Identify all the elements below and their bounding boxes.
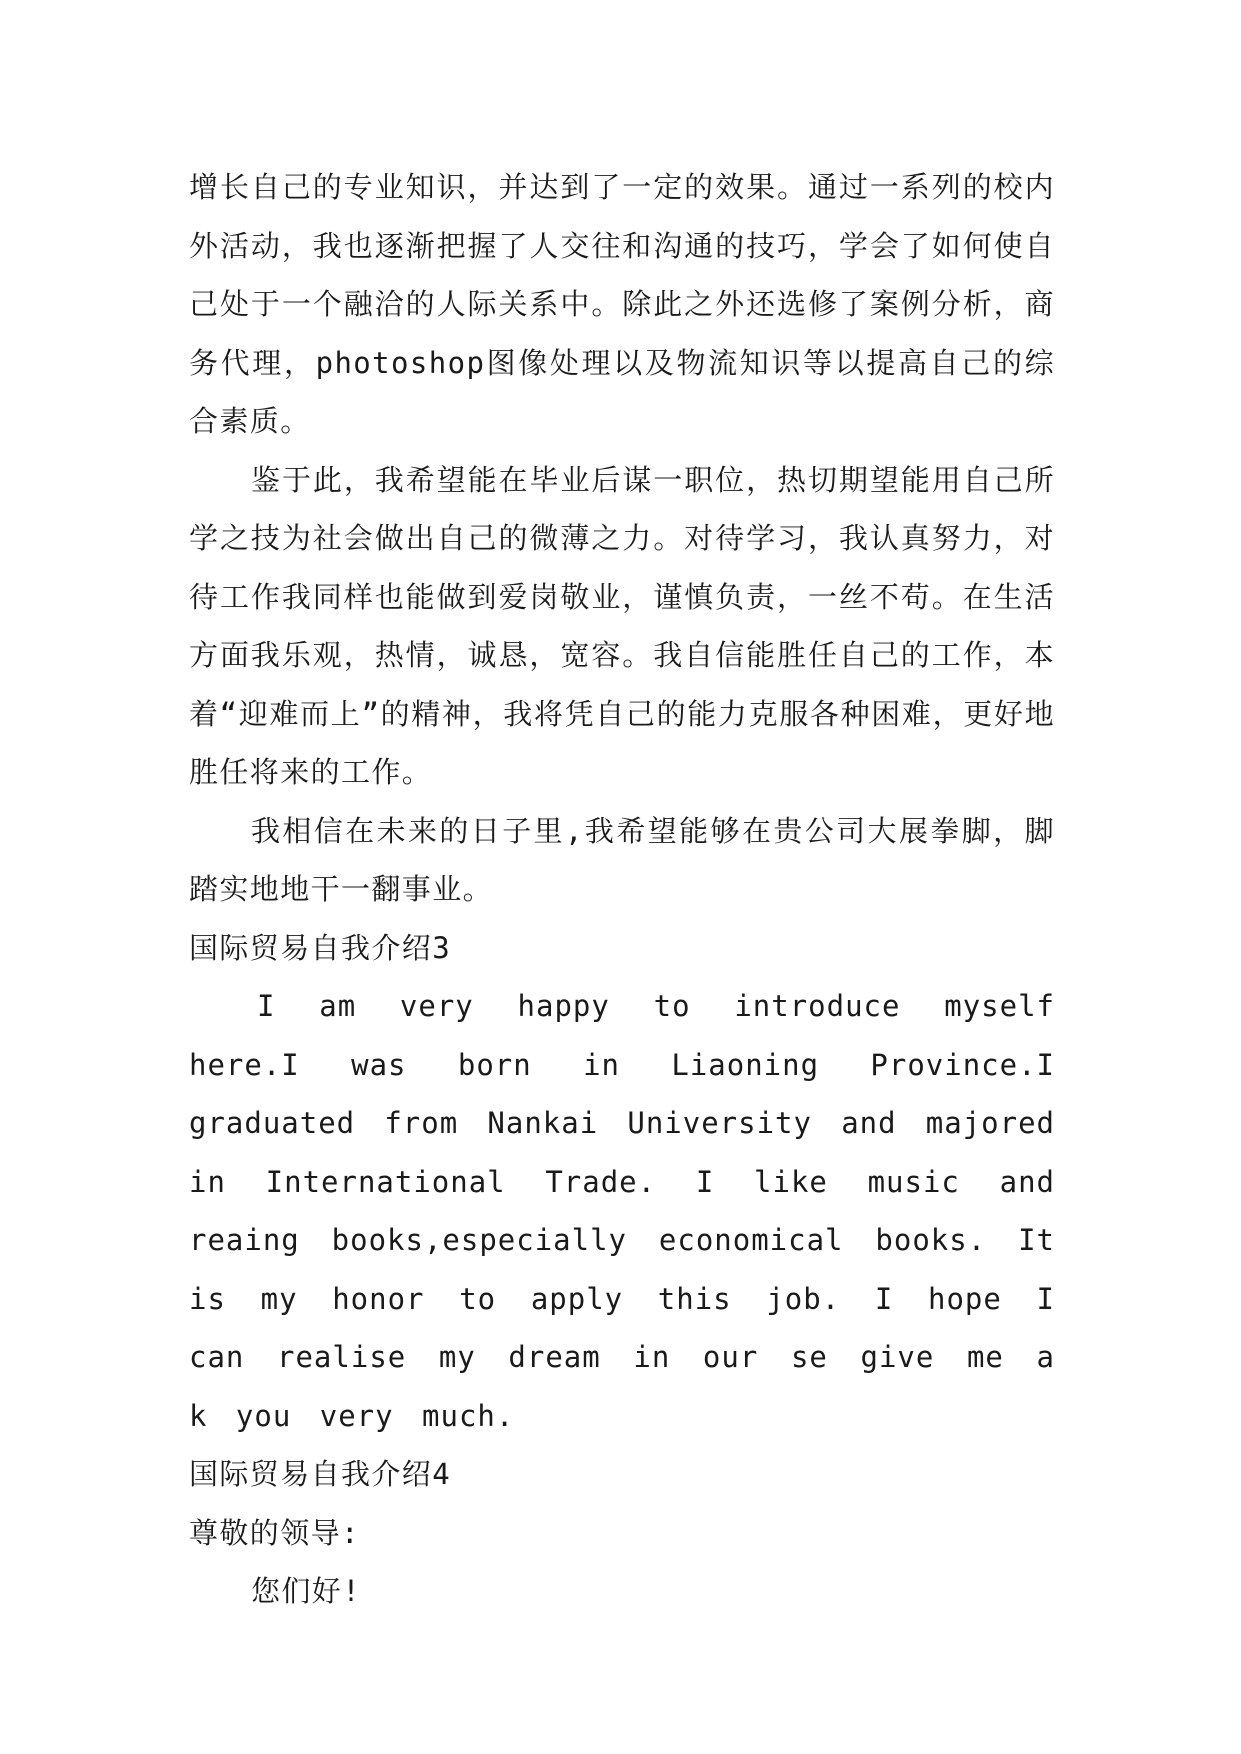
document-body [189,158,1055,1621]
section-heading-3: 国际贸易自我介绍3 [189,930,452,965]
paragraph-aspiration: 鉴于此，我希望能在毕业后谋一职位，热切期望能用自己所学之技为社会做出自己的微薄之力。对待学习，我认真努力，对待工作我同样也能做到爱岗敬业，谨慎负责，一丝不苟。在生活方面我乐观，热情，诚恳，宽容。我自信能胜任自己的工作，本着“迎难而上”的精神，我将凭自己的能力克服各种困难，更好地胜任将来的工作。 [189,462,1055,789]
section-heading-4: 国际贸易自我介绍4 [189,1457,452,1491]
paragraph-skills: 增长自己的专业知识，并达到了一定的效果。通过一系列的校内外活动，我也逐渐把握了人交往和沟通的技巧，学会了如何使自己处于一个融洽的人际关系中。除此之外还选修了案例分析，商务代理，photoshop图像处理以及物流知识等以提高自己的综合素质。 [189,170,1055,438]
paragraph-confidence: 我相信在未来的日子里,我希望能够在贵公司大展拳脚，脚踏实地地干一翻事业。 [189,813,1055,906]
letter-greeting: 您们好! [251,1574,362,1608]
letter-salutation: 尊敬的领导: [189,1515,360,1550]
paragraph-english-intro: I am very happy to introduce myself here.I was born in Liaoning Province.I graduated from Nankai University and majored in International Trade. I like music and reaing books,especially economical books. It is my honor to apply this job. I hope I can realise my dream in our se give me a k you very much. [189,989,1055,1433]
